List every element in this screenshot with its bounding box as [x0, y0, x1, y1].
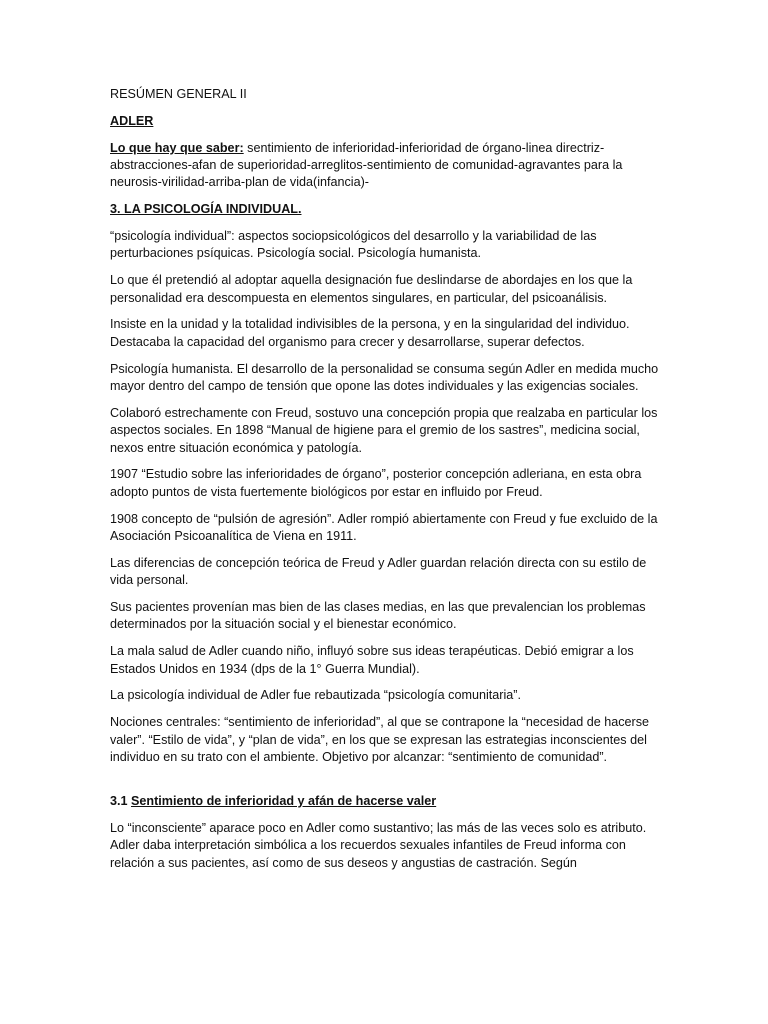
paragraph: Psicología humanista. El desarrollo de la personalidad se consuma según Adler en medida mucho mayor dentro del campo de tensión que opone las dotes individuales y las exigencias sociales. [110, 361, 659, 394]
heading-adler-text: ADLER [110, 113, 154, 128]
paragraph: Las diferencias de concepción teórica de Freud y Adler guardan relación directa con su estilo de vida personal. [110, 555, 647, 588]
saber-text: sentimiento de inferioridad-inferioridad de órgano-linea directriz-abstracciones-afan de superioridad-arreglitos-sentimiento de comunidad-agravantes para la neurosis-virilidad-arriba-plan de vida(infancia)- [110, 140, 623, 190]
paragraph: 1907 “Estudio sobre las inferioridades de órgano”, posterior concepción adleriana, en esta obra adopto puntos de vista fuertemente biológicos por estar en influido por Freud. [110, 467, 642, 499]
section-3-heading [110, 201, 660, 218]
paragraph: La mala salud de Adler cuando niño, influyó sobre sus ideas terapéuticas. Debió emigrar a los Estados Unidos en 1934 (dps de la 1° Guerra Mundial). [110, 644, 634, 676]
subsection-3-1-number: 3.1 [110, 794, 132, 809]
saber-label: Lo que hay que saber: [110, 140, 244, 155]
paragraph: Colaboró estrechamente con Freud, sostuvo una concepción propia que realzaba en particular los aspectos sociales. En 1898 “Manual de higiene para el gremio de los sastres”, medicina social, nexos entre situación económica y patología. [110, 405, 658, 455]
subsection-3-1-heading [110, 793, 660, 810]
document-page [110, 86, 660, 882]
subsection-3-1-title: Sentimiento de inferioridad y afán de hacerse valer [131, 794, 437, 809]
paragraph: Lo “inconsciente” aparace poco en Adler como sustantivo; las más de las veces solo es atributo. Adler daba interpretación simbólica a los recuerdos sexuales infantiles de Freud informa con relación a sus pacientes, así como de sus deseos y angustias de castración. Según [110, 821, 647, 870]
document-title: RESÚMEN GENERAL II [110, 87, 247, 101]
blank-line [110, 776, 660, 793]
section-3-heading-text: 3. LA PSICOLOGÍA INDIVIDUAL. [110, 202, 302, 217]
paragraph: Nociones centrales: “sentimiento de inferioridad”, al que se contrapone la “necesidad de hacerse valer”. “Estilo de vida”, y “plan de vida”, en los que se expresan las estrategias inconscientes del individuo en su trato con el ambiente. Objetivo por alcanzar: “sentimiento de comunidad”. [110, 715, 650, 765]
heading-adler [110, 113, 660, 130]
paragraph: 1908 concepto de “pulsión de agresión”. Adler rompió abiertamente con Freud y fue excluido de la Asociación Psicoanalítica de Viena en 1911. [110, 511, 658, 544]
paragraph: Sus pacientes provenían mas bien de las clases medias, en las que prevalencian los problemas determinados por la situación social y el bienestar económico. [110, 600, 646, 632]
paragraph: La psicología individual de Adler fue rebautizada “psicología comunitaria”. [110, 688, 521, 703]
paragraph: Insiste en la unidad y la totalidad indivisibles de la persona, y en la singularidad del individuo. Destacaba la capacidad del organismo para crecer y desarrollarse, superar defectos. [110, 317, 630, 349]
paragraph: Lo que él pretendió al adoptar aquella designación fue deslindarse de abordajes en los que la personalidad era descompuesta en elementos singulares, en particular, del psicoanálisis. [110, 273, 633, 305]
paragraph: “psicología individual”: aspectos sociopsicológicos del desarrollo y la variabilidad de las perturbaciones psíquicas. Psicología social. Psicología humanista. [110, 229, 597, 261]
lo-que-hay-que-saber [110, 140, 660, 192]
